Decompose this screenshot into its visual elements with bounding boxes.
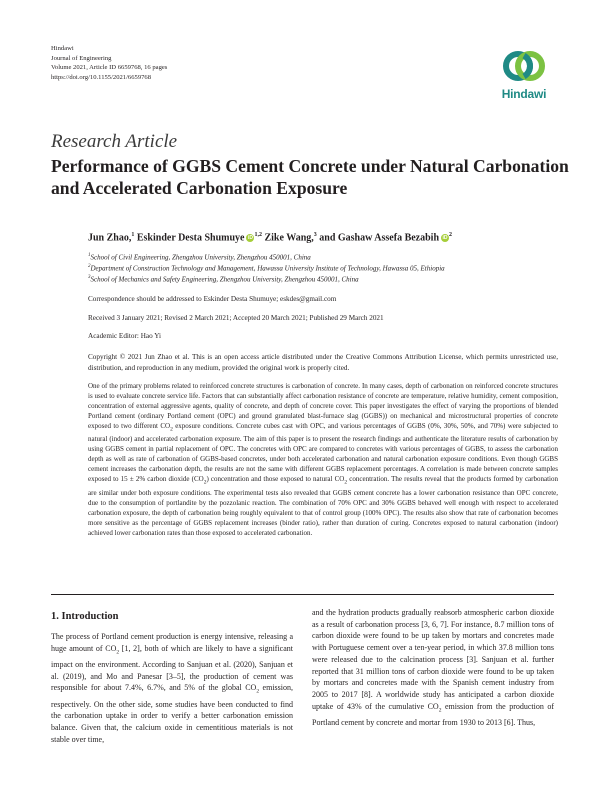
section-heading: 1. Introduction — [51, 611, 119, 622]
section-divider — [51, 594, 554, 595]
affiliation-1 — [88, 253, 311, 261]
abstract — [88, 381, 558, 538]
body-column-left — [51, 631, 293, 746]
abstract-text: concentration. The results reveal that the products formed by carbonation are similar under both exposure conditions. The experimental tests also revealed that GGBS cement concrete has a lower carbonation resistance than OPC concrete, due to the consumption of portlandite by the pozzolanic reaction. The combination of 70% OPC and 30% GGBS behaved well enough with respect to accelerated carbonation exposure, the depth of carbonation being roughly equivalent to that of control group (100% OPC). The results also show that rate of carbonation becomes more sensitive as the percentage of GGBS replacement increases (binder ratio), rather than duration of curing. Concretes exposed to natural carbonation (indoor) achieved lower carbonation rates than those exposed to accelerated carbonation. — [88, 475, 558, 537]
body-text: emission from the production of Portland cement by concrete and mortar from 1930 to 2013 [6]. Thus, — [312, 701, 555, 727]
affiliation-number: 1 — [88, 253, 91, 258]
affiliation-2 — [88, 264, 445, 272]
subscript: 2 — [344, 479, 348, 486]
affiliation-number: 2 — [88, 264, 91, 269]
logo-wordmark: Hindawi — [501, 87, 547, 101]
journal-meta — [51, 44, 167, 82]
affiliation-text: School of Civil Engineering, Zhengzhou University, Zhengzhou 450001, China — [90, 253, 311, 262]
author-4-affil: 2 — [449, 232, 453, 238]
academic-editor: Academic Editor: Hao Yi — [88, 332, 161, 340]
author-list — [88, 232, 452, 243]
paper-title: Performance of GGBS Cement Concrete under Natural Carbonation and Accelerated Carbonation Exposure — [51, 156, 569, 198]
subscript: 2 — [116, 649, 120, 656]
body-text: and the hydration products gradually reabsorb atmospheric carbon dioxide as a result of carbonation process [3, 6, 7]. For instance, 8.7 million tons of carbon dioxide were found to be up taken by mortars and concretes made with Portuguese cement over a ten-year period, in which 37.8 million tons were released due to the calcination process [3]. Sanjuan et al. further reported that 31 million tons of carbon dioxide were found to be up taken by mortars and concretes made with the Spanish cement industry from 2005 to 2017 [8]. A worldwide study has anticipated a carbon dioxide uptake of 43% of the cumulative CO — [312, 608, 554, 711]
subscript: 2 — [438, 707, 442, 714]
author-3-affil: 3 — [313, 232, 317, 238]
author-2: Eskinder Desta Shumuye — [136, 232, 245, 244]
publisher-name: Hindawi — [51, 45, 74, 52]
volume-line: Volume 2021, Article ID 6659768, 16 pages — [51, 64, 168, 72]
affiliation-3 — [88, 275, 359, 283]
orcid-icon[interactable]: iD — [442, 235, 448, 242]
affiliation-text: School of Mechanics and Safety Engineering, Zhengzhou University, Zhengzhou 450001, China — [90, 275, 359, 284]
subscript: 2 — [170, 426, 173, 433]
body-text: [1, 2], both of which are likely to have a significant impact on the environment. According to Sanjuan et al. (2020), Sanjuan et al. (2019), and Mo and Panesar [3–5], the production of cement was responsible for about 7.4%, 6.7%, and 5% of the global CO — [51, 643, 293, 693]
body-column-right — [312, 607, 554, 729]
journal-name: Journal of Engineering — [51, 54, 112, 62]
author-1: Jun Zhao, — [88, 232, 132, 244]
body-text: The process of Portland cement production is energy intensive, releasing a huge amount of CO — [51, 632, 293, 653]
affiliation-number: 3 — [88, 275, 91, 280]
author-3: Zike Wang, — [264, 232, 314, 244]
author-1-affil: 1 — [131, 232, 135, 238]
abstract-text: One of the primary problems related to reinforced concrete structures is carbonation of concrete. In many cases, depth of carbonation on reinforced concrete structures is used to evaluate concrete service life. Factors that can substantially affect carbonation resistance of concrete are temperature, relative humidity, cement composition, concentration of external aggressive agents, quality of concrete, and depth of concrete cover. This paper investigates the effect of varying the proportions of blended Portland cement (ordinary Portland cement (OPC) and ground granulated blast-furnace slag (GGBS)) on mechanical and microstructural properties of concrete exposed to two different CO — [88, 382, 558, 430]
orcid-icon[interactable]: iD — [247, 235, 253, 242]
abstract-text: exposure conditions. Concrete cubes cast with OPC, and various percentages of GGBS (0%, 30%, 50%, and 70%) were subjected to natural (indoor) and accelerated carbonation exposure. The aim of this paper is to present the research findings and authenticate the literature results of carbonation by using GGBS cement in partial replacement of OPC. The concretes with OPC are compared to concretes with various percentages of GGBS, to assess the carbonation depth as well as rate of carbonation of GGBS-based concretes, under both accelerated carbonation and natural carbonation exposure conditions. Even though GGBS cement increases the carbonation depth, the results are not the same with different GGBS replacement percentages. A correlation is made between concrete samples exposed to 15 ± 2% carbon dioxide (CO — [88, 422, 558, 484]
correspondence: Correspondence should be addressed to Eskinder Desta Shumuye; eskdes@gmail.com — [88, 295, 337, 303]
copyright-notice: Copyright © 2021 Jun Zhao et al. This is an open access article distributed under the Creative Commons Attribution License, which permits unrestricted use, distribution, and reproduction in any medium, provided the original work is properly cited. — [88, 353, 558, 372]
doi-link[interactable]: https://doi.org/10.1155/2021/6659768 — [51, 73, 152, 81]
hindawi-logo[interactable] — [498, 46, 550, 101]
author-2-affil: 1,2 — [254, 232, 262, 238]
affiliation-text: Department of Construction Technology and Management, Hawassa University Institute of Technology, Hawassa 05, Ethiopia — [90, 264, 445, 273]
abstract-text: ) concentration and those exposed to natural CO — [206, 475, 345, 484]
hindawi-rings-logo-icon — [502, 46, 546, 86]
publication-dates: Received 3 January 2021; Revised 2 March 2021; Accepted 20 March 2021; Published 29 March 2021 — [88, 314, 384, 322]
body-text: emission, respectively. On the other side, some studies have been conducted to find the carbonation uptake in order to verify a better carbonation emission balance. Given that, the calcium oxide in cementitious materials is not stable over time, — [51, 683, 293, 744]
subscript: 2 — [256, 689, 260, 695]
article-type: Research Article — [51, 131, 178, 152]
author-4: and Gashaw Assefa Bezabih — [319, 232, 440, 244]
subscript: 2 — [203, 479, 207, 486]
